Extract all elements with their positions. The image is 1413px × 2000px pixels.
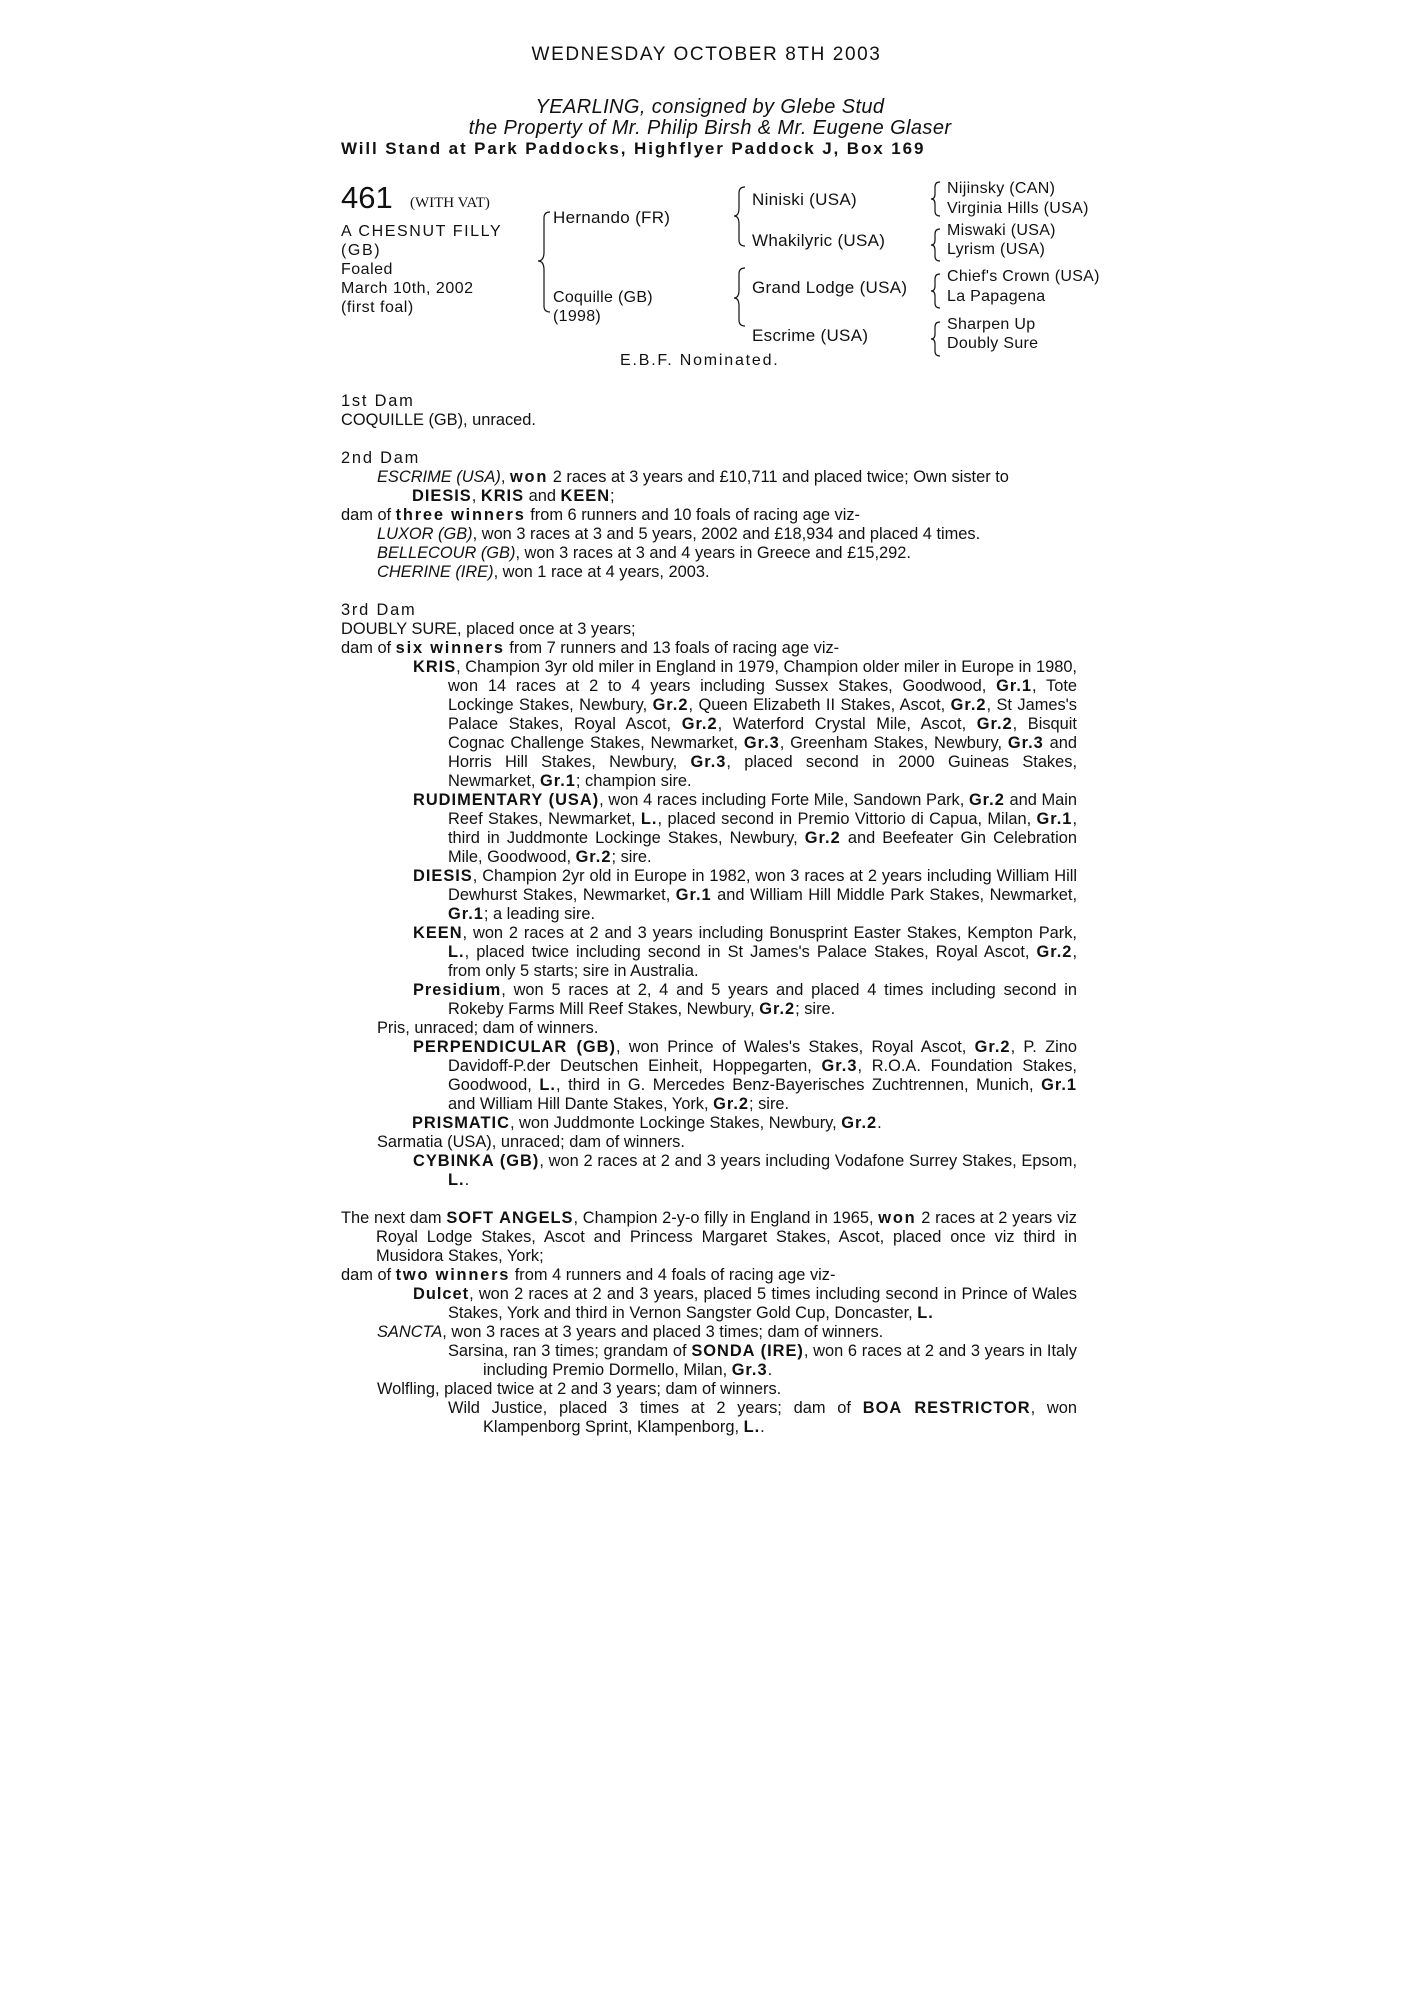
winners-count: six winners xyxy=(395,639,505,657)
grade: Gr.2 xyxy=(976,715,1013,733)
property-line: the Property of Mr. Philip Birsh & Mr. Eugene Glaser xyxy=(468,117,952,139)
semicolon: ; xyxy=(610,487,615,505)
foal-note: (first foal) xyxy=(341,299,414,316)
won-emph: won xyxy=(878,1209,917,1227)
horse-presidium: Presidium xyxy=(413,981,502,999)
kris-text: , Queen Elizabeth II Stakes, Ascot, xyxy=(688,696,951,714)
listed: L. xyxy=(917,1304,934,1322)
listed: L. xyxy=(743,1418,761,1436)
grade: Gr.2 xyxy=(759,1000,796,1018)
sibling-kris: KRIS xyxy=(480,487,525,505)
foaled-label: Foaled xyxy=(341,261,393,278)
produce-rudimentary xyxy=(341,791,1077,867)
produce-wild-justice xyxy=(412,1399,1077,1437)
perp-text: ; sire. xyxy=(749,1095,790,1113)
dam-of-rest: from 4 runners and 4 foals of racing age viz- xyxy=(510,1266,836,1284)
horse-soft-angels: SOFT ANGELS xyxy=(446,1209,574,1227)
g3-3: Miswaki (USA) xyxy=(947,222,1056,239)
brace-sire-gen2 xyxy=(734,187,745,246)
next-dam-text: , Champion 2-y-o filly in England in 1965, xyxy=(573,1209,879,1227)
sarsina-text: Sarsina, ran 3 times; grandam of xyxy=(448,1342,692,1360)
horse-boa-restrictor: BOA RESTRICTOR xyxy=(862,1399,1031,1417)
dam-sire: Grand Lodge (USA) xyxy=(752,278,908,297)
perp-text: , R.O.A. Foundation Stakes, Goodwood, xyxy=(448,1057,1077,1094)
keen-text: , from only 5 starts; sire in Australia. xyxy=(448,943,1077,980)
dam-year: (1998) xyxy=(553,308,602,325)
grade: Gr.1 xyxy=(1036,810,1073,828)
dam-of-label: dam of xyxy=(341,1266,396,1284)
horse-keen: KEEN xyxy=(413,924,463,942)
brace-gen3-3 xyxy=(931,274,940,308)
kris-text: , Tote Lockinge Stakes, Newbury, xyxy=(448,677,1077,714)
pedigree-braces xyxy=(0,0,1413,380)
dam-block xyxy=(553,288,653,326)
kris-text: , Champion 3yr old miler in England in 1979, Champion older miler in Europe in 1980, won 14 races at 2 to 4 years including Sussex Stakes, Goodwood, xyxy=(448,658,1077,695)
sire-sire: Niniski (USA) xyxy=(752,190,857,209)
produce-sarsina xyxy=(412,1342,1077,1380)
kris-text: , St James's Palace Stakes, Royal Ascot, xyxy=(448,696,1077,733)
third-dam-produce-intro xyxy=(341,639,1077,658)
second-dam-heading: 2nd Dam xyxy=(341,449,421,467)
produce-keen xyxy=(341,924,1077,981)
grade: Gr.2 xyxy=(950,696,987,714)
sarsina-text: . xyxy=(767,1361,773,1379)
sire-dam: Whakilyric (USA) xyxy=(752,231,886,250)
horse-luxor: LUXOR (GB) xyxy=(377,525,473,543)
dam-name-escrime: ESCRIME (USA) xyxy=(377,468,501,486)
produce-wolfling: Wolfling, placed twice at 2 and 3 years; dam of winners. xyxy=(377,1380,782,1398)
horse-cybinka: CYBINKA (GB) xyxy=(413,1152,540,1170)
horse-rudimentary: RUDIMENTARY (USA) xyxy=(413,791,600,809)
wild-text: , won Klampenborg Sprint, Klampenborg, xyxy=(483,1399,1077,1436)
grade: Gr.3 xyxy=(690,753,727,771)
perp-text: , P. Zino Davidoff-P.der Deutschen Einheit, Hoppegarten, xyxy=(448,1038,1077,1075)
kris-text: ; champion sire. xyxy=(575,772,692,790)
lot-title-line2: (GB) xyxy=(341,242,382,259)
produce-pris: Pris, unraced; dam of winners. xyxy=(377,1019,599,1037)
grade: Gr.1 xyxy=(675,886,712,904)
rud-text: and Main Reef Stakes, Newmarket, xyxy=(448,791,1078,828)
keen-text: , placed twice including second in St James's Palace Stakes, Royal Ascot, xyxy=(464,943,1037,961)
horse-sancta: SANCTA xyxy=(377,1323,443,1341)
ebf-note: E.B.F. Nominated. xyxy=(620,352,780,369)
diesis-text: and William Hill Middle Park Stakes, Newmarket, xyxy=(711,886,1077,904)
grade: Gr.1 xyxy=(1041,1076,1077,1094)
grade: Gr.3 xyxy=(731,1361,768,1379)
grade: Gr.2 xyxy=(713,1095,749,1113)
kris-text: , Greenham Stakes, Newbury, xyxy=(779,734,1008,752)
g3-4: Lyrism (USA) xyxy=(947,241,1046,258)
consignor-line: YEARLING, consigned by Glebe Stud xyxy=(535,96,885,118)
presidium-text: ; sire. xyxy=(795,1000,836,1018)
perp-text: , third in G. Mercedes Benz-Bayerisches Zuchtrennen, Munich, xyxy=(555,1076,1042,1094)
listed: L. xyxy=(539,1076,556,1094)
listed: L. xyxy=(448,943,465,961)
lot-title-line1: A CHESNUT FILLY xyxy=(341,223,503,240)
dam-of-rest: from 7 runners and 13 foals of racing age viz- xyxy=(504,639,840,657)
vat-note: (WITH VAT) xyxy=(410,195,490,211)
grade: Gr.2 xyxy=(681,715,718,733)
grade: Gr.2 xyxy=(968,791,1005,809)
dam-of-rest: from 6 runners and 10 foals of racing age viz- xyxy=(525,506,861,524)
sale-date: WEDNESDAY OCTOBER 8TH 2003 xyxy=(531,44,882,65)
grade: Gr.1 xyxy=(540,772,576,790)
stand-line: Will Stand at Park Paddocks, Highflyer Paddock J, Box 169 xyxy=(341,139,926,158)
g3-1: Nijinsky (CAN) xyxy=(947,180,1056,197)
horse-perpendicular: PERPENDICULAR (GB) xyxy=(413,1038,616,1056)
next-dam-produce-intro xyxy=(341,1266,1077,1285)
won-emph: won xyxy=(509,468,549,486)
listed: L. xyxy=(640,810,658,828)
grade: Gr.2 xyxy=(1036,943,1073,961)
brace-gen3-1 xyxy=(931,182,940,216)
grade: Gr.1 xyxy=(448,905,484,923)
produce-perpendicular xyxy=(377,1038,1077,1114)
produce-luxor xyxy=(341,525,1077,544)
winners-count: three winners xyxy=(395,506,526,524)
sarsina-text: , won 6 races at 2 and 3 years in Italy including Premio Dormello, Milan, xyxy=(483,1342,1077,1379)
keen-text: , won 2 races at 2 and 3 years including Bonusprint Easter Stakes, Kempton Park, xyxy=(462,924,1077,942)
produce-cherine xyxy=(341,563,1077,582)
horse-prismatic: PRISMATIC xyxy=(412,1114,510,1132)
g3-6: La Papagena xyxy=(947,288,1046,305)
luxor-text: , won 3 races at 3 and 5 years, 2002 and £18,934 and placed 4 times. xyxy=(472,525,981,543)
kris-text: and Horris Hill Stakes, Newbury, xyxy=(448,734,1078,771)
next-dam-text: 2 races at 2 years viz Royal Lodge Stakes, Ascot and Princess Margaret Stakes, Ascot, placed once viz third in Musidora Stakes, York; xyxy=(376,1209,1077,1265)
listed: L. xyxy=(448,1171,465,1189)
rud-text: , won 4 races including Forte Mile, Sandown Park, xyxy=(599,791,969,809)
produce-bellecour xyxy=(341,544,1077,563)
diesis-text: , Champion 2yr old in Europe in 1982, won 3 races at 2 years including William Hill Dewhurst Stakes, Newmarket, xyxy=(448,867,1077,904)
prism-text: , won Juddmonte Lockinge Stakes, Newbury, xyxy=(509,1114,842,1132)
horse-sonda: SONDA (IRE) xyxy=(691,1342,804,1360)
next-dam-entry xyxy=(341,1209,1077,1266)
second-dam-entry: ESCRIME (USA), won 2 races at 3 years and £10,711 and placed twice; Own sister to DIESIS, KRIS and KEEN; xyxy=(377,468,1009,505)
grade: Gr.3 xyxy=(1007,734,1044,752)
next-dam-intro: The next dam xyxy=(341,1209,447,1227)
diesis-text: ; a leading sire. xyxy=(483,905,596,923)
produce-cybinka xyxy=(377,1152,1077,1190)
grade: Gr.2 xyxy=(974,1038,1011,1056)
grade: Gr.2 xyxy=(841,1114,878,1132)
first-dam-text: COQUILLE (GB), unraced. xyxy=(341,411,536,429)
sibling-keen: KEEN xyxy=(560,487,611,505)
first-dam-heading: 1st Dam xyxy=(341,392,415,410)
rud-text: , third in Juddmonte Lockinge Stakes, Newbury, xyxy=(448,810,1077,847)
brace-gen3-4 xyxy=(931,322,940,356)
produce-presidium xyxy=(341,981,1077,1019)
produce-dulcet xyxy=(341,1285,1077,1323)
second-dam-text: 2 races at 3 years and £10,711 and placed twice; Own sister to xyxy=(548,468,1009,486)
bellecour-text: , won 3 races at 3 and 4 years in Greece and £15,292. xyxy=(515,544,911,562)
produce-kris xyxy=(341,658,1077,791)
g3-7: Sharpen Up xyxy=(947,316,1036,333)
sire-name: Hernando (FR) xyxy=(553,208,671,227)
horse-kris: KRIS xyxy=(413,658,457,676)
kris-text: , Bisquit Cognac Challenge Stakes, Newmarket, xyxy=(448,715,1077,752)
grade: Gr.2 xyxy=(804,829,841,847)
grade: Gr.3 xyxy=(743,734,780,752)
produce-prismatic xyxy=(341,1114,1077,1133)
cherine-text: , won 1 race at 4 years, 2003. xyxy=(493,563,710,581)
kris-text: , Waterford Crystal Mile, Ascot, xyxy=(717,715,977,733)
sancta-text: , won 3 races at 3 years and placed 3 times; dam of winners. xyxy=(442,1323,884,1341)
brace-gen3-2 xyxy=(931,229,940,261)
sibling-diesis: DIESIS xyxy=(412,487,472,505)
foaled-date: March 10th, 2002 xyxy=(341,280,474,297)
catalogue-body xyxy=(341,392,1077,1437)
horse-bellecour: BELLECOUR (GB) xyxy=(377,544,516,562)
second-dam-produce-intro xyxy=(341,506,1077,525)
perp-text: , won Prince of Wales's Stakes, Royal Ascot, xyxy=(615,1038,975,1056)
g3-2: Virginia Hills (USA) xyxy=(947,200,1089,217)
grade: Gr.2 xyxy=(652,696,689,714)
horse-diesis: DIESIS xyxy=(413,867,473,885)
dam-of-label: dam of xyxy=(341,506,396,524)
winners-count: two winners xyxy=(395,1266,511,1284)
cyb-text: , won 2 races at 2 and 3 years including Vodafone Surrey Stakes, Epsom, xyxy=(539,1152,1077,1170)
g3-5: Chief's Crown (USA) xyxy=(947,268,1100,285)
rud-text: ; sire. xyxy=(611,848,652,866)
perp-text: and William Hill Dante Stakes, York, xyxy=(448,1095,714,1113)
brace-dam-gen2 xyxy=(734,268,745,326)
wild-text: Wild Justice, placed 3 times at 2 years; dam of xyxy=(448,1399,863,1417)
dulcet-text: , won 2 races at 2 and 3 years, placed 5 times including second in Prince of Wales Stakes, York and third in Vernon Sangster Gold Cup, Doncaster, xyxy=(448,1285,1077,1322)
cyb-text: . xyxy=(464,1171,470,1189)
dam-name: Coquille (GB) xyxy=(553,289,653,306)
produce-sancta xyxy=(341,1323,1077,1342)
dam-dam: Escrime (USA) xyxy=(752,326,869,345)
prism-text: . xyxy=(877,1114,882,1132)
grade: Gr.1 xyxy=(996,677,1032,695)
grade: Gr.3 xyxy=(821,1057,858,1075)
produce-sarmatia: Sarmatia (USA), unraced; dam of winners. xyxy=(377,1133,685,1151)
produce-diesis xyxy=(341,867,1077,924)
kris-text: , placed second in 2000 Guineas Stakes, Newmarket, xyxy=(448,753,1077,790)
presidium-text: , won 5 races at 2, 4 and 5 years and placed 4 times including second in Rokeby Farms Mill Reef Stakes, Newbury, xyxy=(448,981,1077,1018)
rud-text: and Beefeater Gin Celebration Mile, Goodwood, xyxy=(448,829,1077,866)
and-text: and xyxy=(524,487,561,505)
brace-gen1 xyxy=(538,212,550,312)
lot-number: 461 xyxy=(341,180,393,215)
horse-cherine: CHERINE (IRE) xyxy=(377,563,494,581)
rud-text: , placed second in Premio Vittorio di Capua, Milan, xyxy=(657,810,1037,828)
dam-of-label: dam of xyxy=(341,639,396,657)
horse-dulcet: Dulcet xyxy=(413,1285,470,1303)
g3-8: Doubly Sure xyxy=(947,335,1039,352)
third-dam-heading: 3rd Dam xyxy=(341,601,417,619)
third-dam-line1: DOUBLY SURE, placed once at 3 years; xyxy=(341,620,636,638)
grade: Gr.2 xyxy=(575,848,612,866)
wild-text: . xyxy=(760,1418,765,1436)
